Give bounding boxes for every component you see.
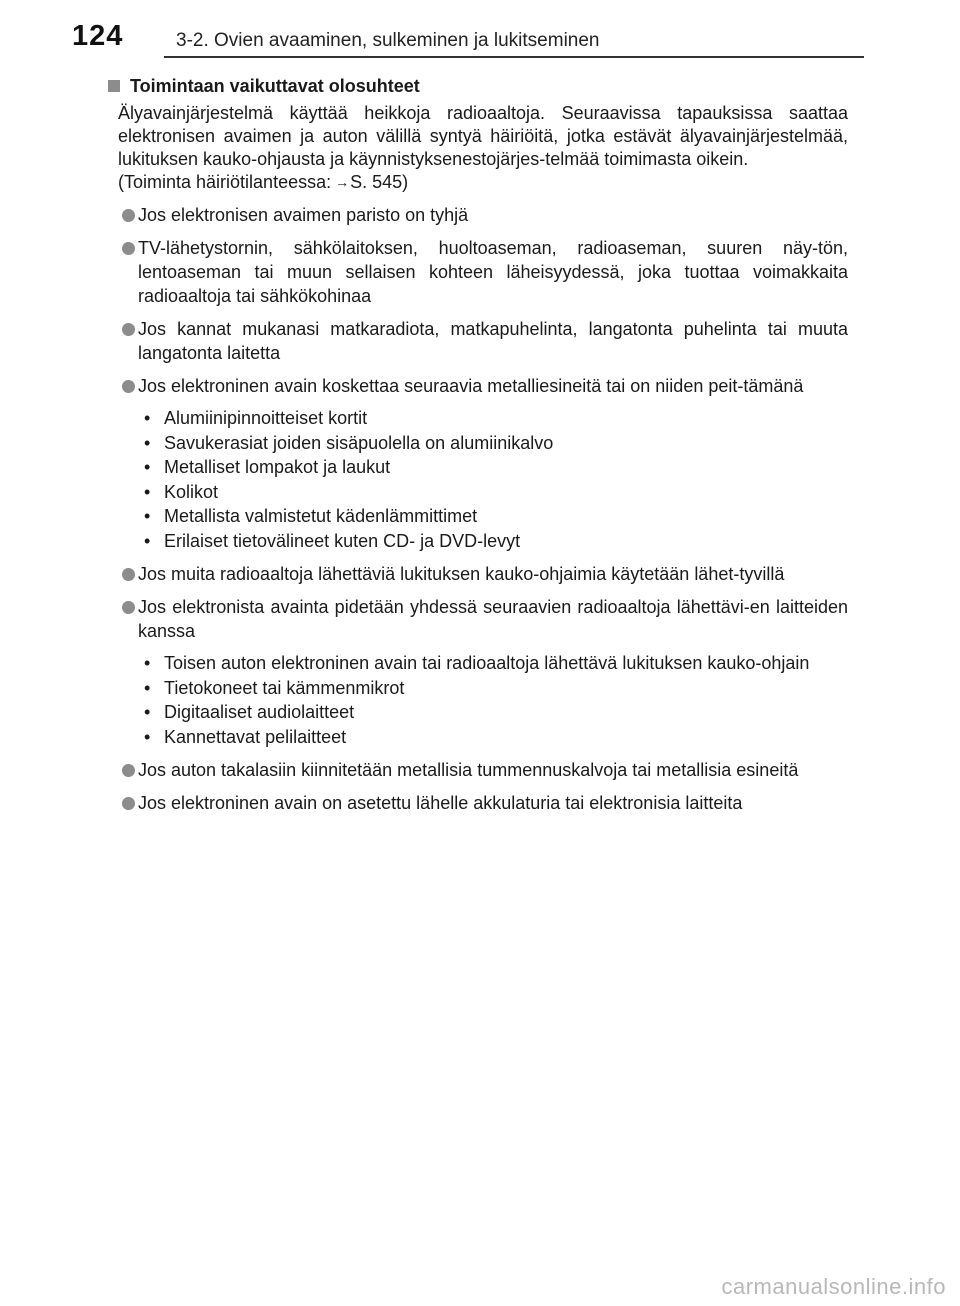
- circle-bullet-icon: [122, 242, 135, 255]
- sub-list-item-text: Alumiinipinnoitteiset kortit: [164, 408, 368, 428]
- sub-list-item: [108, 431, 844, 456]
- reference-link[interactable]: S. 545): [350, 172, 409, 192]
- sub-list-item-text: Metalliset lompakot ja laukut: [164, 457, 391, 477]
- sub-list-item: [108, 455, 844, 480]
- list-item: [108, 595, 848, 643]
- arrow-right-icon: →: [335, 174, 350, 190]
- list-item-text: Jos kannat mukanasi matkaradiota, matkapuhelinta, langatonta puhelinta tai muuta langatonta laitetta: [138, 319, 848, 363]
- sub-list-item-text: Kannettavat pelilaitteet: [164, 726, 347, 747]
- list-item: [108, 203, 848, 227]
- list-item: [108, 758, 848, 782]
- list-item-text: Jos elektroninen avain on asetettu lähelle akkulaturia tai elektronisia laitteita: [138, 793, 743, 813]
- list-item-text: Jos elektroninen avain koskettaa seuraavia metalliesineitä tai on niiden peit-tämänä: [138, 376, 804, 396]
- sub-list-item-text: Metallista valmistetut kädenlämmittimet: [164, 506, 478, 526]
- radio-devices-list: [108, 651, 848, 749]
- metal-items-list: [108, 406, 848, 553]
- dot-bullet-icon: •: [144, 677, 151, 698]
- list-item: [108, 236, 848, 308]
- list-item-text: Jos elektronisen avaimen paristo on tyhjä: [138, 205, 469, 225]
- circle-bullet-icon: [122, 797, 135, 810]
- list-item-text: TV-lähetystornin, sähkölaitoksen, huoltoaseman, radioaseman, suuren näy-tön, lentoaseman tai muun sellaisen kohteen läheisyydessä, joka tuottaa voimakkaita radioaaltoja tai sähkökohinaa: [138, 238, 848, 306]
- circle-bullet-icon: [122, 323, 135, 336]
- chapter-title: 3-2. Ovien avaaminen, sulkeminen ja lukitseminen: [176, 30, 600, 51]
- sub-list-item-text: Tietokoneet tai kämmenmikrot: [164, 677, 405, 698]
- sub-list-item-text: Toisen auton elektroninen avain tai radioaaltoja lähettävä lukituksen kauko-ohjain: [164, 653, 810, 673]
- dot-bullet-icon: •: [144, 506, 151, 526]
- sub-list-item-text: Savukerasiat joiden sisäpuolella on alumiinikalvo: [164, 432, 554, 453]
- list-item: [108, 374, 848, 398]
- dot-bullet-icon: •: [144, 726, 151, 747]
- list-item: [108, 791, 848, 815]
- dot-bullet-icon: •: [144, 457, 151, 477]
- circle-bullet-icon: [122, 601, 135, 614]
- section-heading: [108, 74, 848, 98]
- list-item-text: Jos muita radioaaltoja lähettäviä lukituksen kauko-ohjaimia käytetään lähet-tyvillä: [138, 564, 785, 584]
- circle-bullet-icon: [122, 764, 135, 777]
- sub-list-item: [108, 406, 844, 431]
- sub-list-item: [108, 725, 844, 750]
- list-item: [108, 562, 848, 586]
- dot-bullet-icon: •: [144, 432, 151, 453]
- reference-prefix: (Toiminta häiriötilanteessa:: [118, 172, 332, 192]
- list-item-text: Jos elektronista avainta pidetään yhdessä seuraavien radioaaltoja lähettävi-en laitteiden kanssa: [138, 597, 848, 641]
- dot-bullet-icon: •: [144, 481, 151, 502]
- circle-bullet-icon: [122, 380, 135, 393]
- sub-list-item: [108, 651, 844, 676]
- circle-bullet-icon: [122, 568, 135, 581]
- dot-bullet-icon: •: [144, 408, 151, 428]
- sub-list-item: [108, 676, 844, 701]
- page-content: [108, 74, 848, 815]
- sub-list-item-text: Digitaaliset audiolaitteet: [164, 702, 355, 722]
- dot-bullet-icon: •: [144, 653, 151, 673]
- sub-list-item: [108, 480, 844, 505]
- intro-paragraph: Älyavainjärjestelmä käyttää heikkoja radioaaltoja. Seuraavissa tapauksissa saattaa elektronisen avaimen ja auton välillä syntyä häiriöitä, jotka estävät älyavainjärjestelmää, lukituksen kauko-ohjausta ja käynnistyksenestojärjes-telmää toimimasta oikein.: [118, 103, 848, 169]
- square-bullet-icon: [108, 80, 120, 92]
- dot-bullet-icon: •: [144, 702, 151, 722]
- site-watermark: carmanualsonline.info: [721, 1274, 946, 1299]
- header-divider: [164, 56, 864, 58]
- sub-list-item: [108, 529, 844, 554]
- list-item-text: Jos auton takalasiin kiinnitetään metallisia tummennuskalvoja tai metallisia esineitä: [138, 760, 799, 780]
- sub-list-item-text: Kolikot: [164, 481, 219, 502]
- sub-list-item: [108, 504, 844, 529]
- reference-line: [118, 171, 848, 194]
- sub-list-item: [108, 700, 844, 725]
- page-number: 124: [72, 20, 124, 52]
- dot-bullet-icon: •: [144, 530, 151, 551]
- circle-bullet-icon: [122, 209, 135, 222]
- list-item: [108, 317, 848, 365]
- sub-list-item-text: Erilaiset tietovälineet kuten CD- ja DVD-levyt: [164, 530, 521, 551]
- section-title: Toimintaan vaikuttavat olosuhteet: [130, 76, 420, 96]
- page-header: [0, 0, 960, 62]
